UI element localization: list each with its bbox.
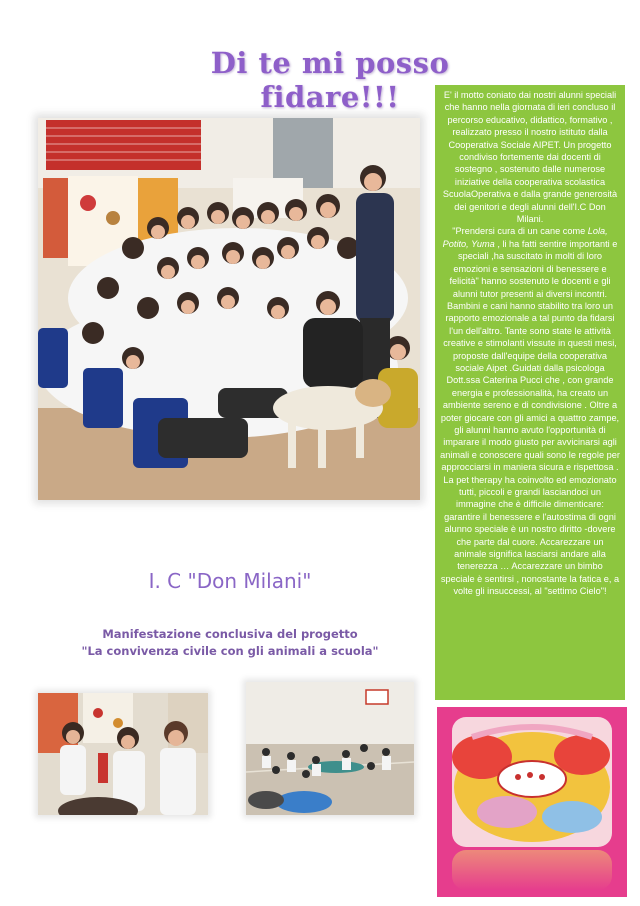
page-title: Di te mi posso fidare!!!	[210, 46, 450, 114]
article-paragraph-3: Bambini e cani hanno stabilito tra loro un rapporto emozionale a tal punto da fidarsi l'un dell'altro. Tante sono state le attività creative e stimolanti vissute in questi mesi, proposte dall'equipe della cooperativa sociale Aipet .Guidati dalla psicologa Dott.ssa Caterina Pucci che , con grande energia e professionalità, ha creato un ambiente sereno e di condivisione . Oltre a poter giocare con gli amici a quattro zampe, gli alunni hanno avuto l'opportunità di imparare il modo giusto per avvicinarsi agli animali e conoscere quali sono le regole per approcciarsi in maniera sicura e rispettosa . La pet therapy ha coinvolto ed emozionato tutti, piccoli e grandi lasciandoci un immagine che è difficile dimenticare: garantire il benessere e l'autostima di ogni alunno speciale è un nostro diritto -dovere che parte dal cuore. Accarezzare un animale significa lasciarsi andare alla tenerezza … Accarezzare un bimbo speciale è sentirsi , nonostante la fatica e, a volte gli insuccessi, al "settimo Cielo"!	[440, 300, 620, 597]
article-paragraph-2-start: "Prendersi cura di un cane come	[452, 226, 588, 237]
children-microphone-photo	[38, 693, 208, 815]
gym-activity-photo	[246, 682, 414, 815]
subtitle-line-1: Manifestazione conclusiva del progetto	[102, 627, 358, 641]
article-paragraph-2-end: , li ha fatti sentire importanti e speciali ,ha suscitato in molti di loro emozioni e sensazioni di benessere e felicità" hanno sostenuto le docenti e gli alunni tutor presenti ai diversi incontri.	[449, 238, 618, 299]
candy-reflection	[452, 850, 612, 890]
article-text	[440, 89, 620, 598]
article-paragraph-1: E' il motto coniato dai nostri alunni speciali che hanno nella giornata di ieri concluso il percorso educativo, didattico, formativo , realizzato presso il nostro istituto dalla Cooperativa Sociale AIPET. Un progetto condiviso fortemente dai docenti di sostegno , sostenuto dalle numerose iniziative della cooperativa scolastica ScuolaOperativa e dalla grande generosità dei genitori e degli alunni dell'I.C Don Milani.	[442, 90, 618, 225]
candy-basket-photo	[452, 717, 612, 847]
group-photo	[38, 118, 420, 500]
school-name: I. C "Don Milani"	[148, 569, 312, 593]
dog-names: Lola, Potito, Yuma	[442, 226, 608, 249]
event-subtitle	[40, 626, 420, 660]
subtitle-line-2: "La convivenza civile con gli animali a scuola"	[81, 644, 379, 658]
